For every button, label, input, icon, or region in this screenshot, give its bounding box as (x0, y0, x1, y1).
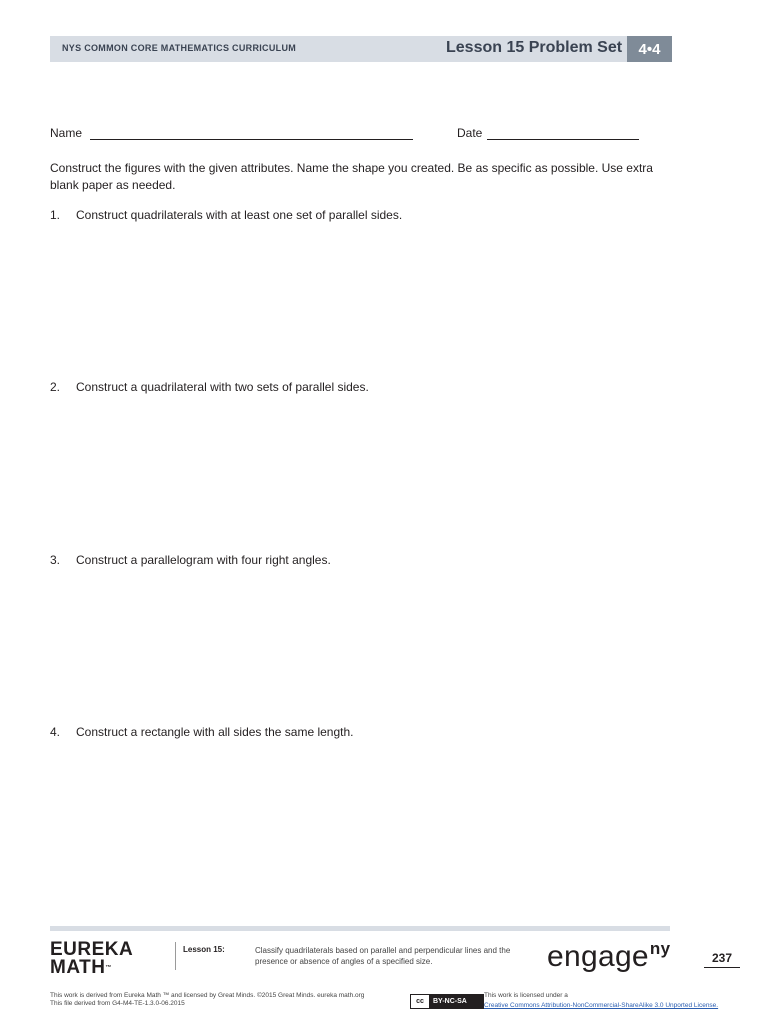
engage-logo-text: engage (547, 940, 649, 973)
footer-lesson-label: Lesson 15: (183, 945, 225, 954)
grade-module-badge: 4•4 (627, 36, 672, 62)
derivation-line-1: This work is derived from Eureka Math ™ and licensed by Great Minds. ©2015 Great Minds. eureka math.org (50, 992, 365, 999)
page-number: 237 (704, 951, 740, 968)
instructions: Construct the figures with the given attributes. Name the shape you created. Be as specific as possible. Use extra blank paper as needed. (50, 161, 653, 192)
footer-divider (50, 926, 670, 931)
footer-lesson-description: Classify quadrilaterals based on parallel and perpendicular lines and the presence or absence of angles of a specified size. (255, 946, 511, 966)
date-label: Date (457, 126, 483, 140)
name-label: Name (50, 126, 83, 140)
question-4-answer-space[interactable] (76, 745, 676, 915)
eureka-math-logo (50, 941, 133, 977)
question-3-text: Construct a parallelogram with four right angles. (76, 553, 331, 567)
name-field[interactable] (90, 139, 413, 140)
question-1-answer-space[interactable] (76, 228, 676, 368)
cc-license-type: BY-NC-SA (433, 998, 467, 1005)
curriculum-label: NYS COMMON CORE MATHEMATICS CURRICULUM (62, 43, 297, 53)
engageny-logo (547, 939, 670, 974)
question-3-answer-space[interactable] (76, 573, 676, 713)
derivation-notice (50, 992, 364, 1008)
trademark-mark: ™ (105, 965, 112, 971)
footer-vertical-divider (175, 942, 176, 970)
eureka-logo-line2: MATH (50, 957, 106, 978)
question-4-number: 4. (50, 725, 61, 739)
question-2-number: 2. (50, 380, 61, 394)
license-link[interactable]: Creative Commons Attribution-NonCommercial-ShareAlike 3.0 Unported License. (484, 1002, 719, 1009)
question-2-answer-space[interactable] (76, 400, 676, 540)
question-4-text: Construct a rectangle with all sides the same length. (76, 725, 354, 739)
creative-commons-badge[interactable] (410, 994, 484, 1009)
cc-icon: cc (411, 995, 429, 1008)
ny-logo-text: ny (649, 939, 671, 958)
license-notice: This work is licensed under a (484, 992, 568, 999)
date-field[interactable] (487, 139, 639, 140)
eureka-logo-line1: EUREKA (50, 939, 134, 960)
derivation-line-2: This file derived from G4-M4-TE-1.3.0-06.2015 (50, 1000, 185, 1007)
page-title: Lesson 15 Problem Set (446, 39, 623, 56)
question-3-number: 3. (50, 553, 61, 567)
question-1-text: Construct quadrilaterals with at least one set of parallel sides. (76, 208, 403, 222)
question-1-number: 1. (50, 208, 61, 222)
question-2-text: Construct a quadrilateral with two sets of parallel sides. (76, 380, 369, 394)
